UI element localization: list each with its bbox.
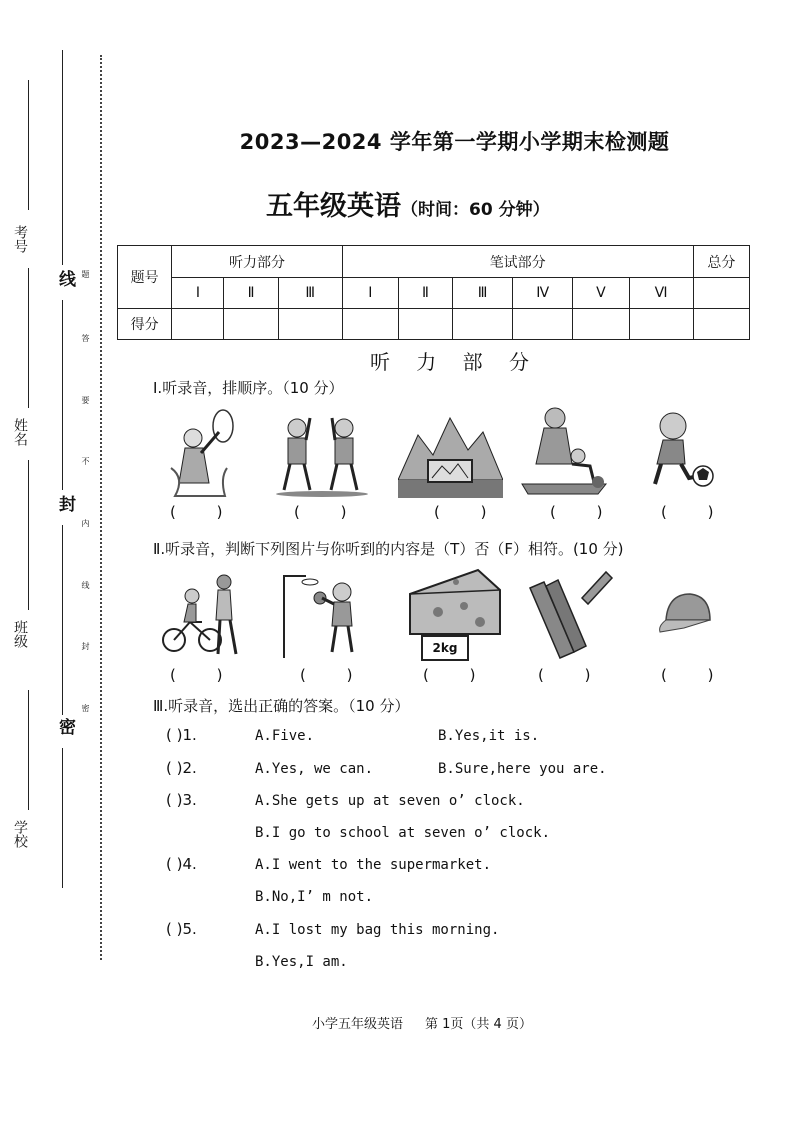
q3-option-b: B.Sure,here you are. bbox=[438, 761, 607, 777]
score-cell[interactable] bbox=[224, 309, 278, 340]
q3-option-a: A.She gets up at seven o’ clock. bbox=[255, 793, 525, 809]
score-cell[interactable] bbox=[278, 309, 342, 340]
q3-item-number[interactable]: ( )4. bbox=[166, 855, 197, 873]
col-writing-4: Ⅳ bbox=[513, 278, 573, 309]
col-writing-6: Ⅵ bbox=[629, 278, 693, 309]
col-listening-3: Ⅲ bbox=[278, 278, 342, 309]
class-label: 班级 bbox=[12, 620, 28, 648]
q1-answer-blank[interactable]: ( ) bbox=[434, 503, 505, 521]
seal-word-xian: 线 bbox=[55, 270, 75, 287]
notice-char: 封 bbox=[81, 642, 90, 650]
col-writing-2: Ⅱ bbox=[398, 278, 452, 309]
notice-char: 内 bbox=[81, 519, 90, 527]
notice-char: 线 bbox=[81, 581, 90, 589]
q3-option-a: A.Yes, we can. bbox=[255, 761, 374, 777]
q2-answer-blank[interactable]: ( ) bbox=[661, 666, 732, 684]
q3-heading: Ⅲ.听录音，选出正确的答案。（10 分） bbox=[153, 697, 410, 715]
exam-number-label: 考号 bbox=[12, 225, 28, 253]
binding-dotted-line bbox=[100, 55, 102, 960]
notice-char: 密 bbox=[81, 704, 90, 712]
subject-title bbox=[266, 184, 550, 223]
score-cell[interactable] bbox=[398, 309, 452, 340]
row-label-question: 题号 bbox=[118, 246, 172, 309]
q2-answer-blank[interactable]: ( ) bbox=[300, 666, 371, 684]
picture-mother-and-child bbox=[520, 404, 610, 496]
total-cell-top bbox=[693, 278, 749, 309]
score-cell[interactable] bbox=[172, 309, 224, 340]
school-label: 学校 bbox=[12, 820, 28, 848]
q2-answer-blank[interactable]: ( ) bbox=[538, 666, 609, 684]
total-header: 总分 bbox=[693, 246, 749, 278]
score-table bbox=[117, 245, 750, 340]
q3-option-b: B.Yes,it is. bbox=[438, 728, 540, 744]
picture-mountains bbox=[398, 410, 503, 498]
col-writing-1: Ⅰ bbox=[342, 278, 398, 309]
picture-cycling bbox=[160, 570, 255, 660]
exam-title: 2023—2024 学年第一学期小学期末检测题 bbox=[239, 130, 670, 154]
q2-heading: Ⅱ.听录音，判断下列图片与你听到的内容是（T）否（F）相符。(10 分) bbox=[153, 540, 624, 558]
page-footer bbox=[312, 1013, 554, 1032]
name-label: 姓名 bbox=[12, 418, 28, 446]
seal-word-mi: 密 bbox=[55, 718, 75, 735]
q2-answer-blank[interactable]: ( ) bbox=[170, 666, 241, 684]
picture-cap bbox=[656, 588, 716, 638]
q3-item-number[interactable]: ( )5. bbox=[166, 920, 197, 938]
footer-subject: 小学五年级英语 bbox=[312, 1017, 404, 1032]
q1-answer-blank[interactable]: ( ) bbox=[294, 503, 365, 521]
score-cell[interactable] bbox=[453, 309, 513, 340]
footer-page-number: 第 1页（共 4 页） bbox=[425, 1017, 532, 1032]
col-listening-2: Ⅱ bbox=[224, 278, 278, 309]
q1-answer-blank[interactable]: ( ) bbox=[550, 503, 621, 521]
q1-heading: Ⅰ.听录音，排顺序。（10 分） bbox=[153, 379, 344, 397]
picture-boy-playing-football bbox=[645, 406, 715, 496]
q3-item-number[interactable]: ( )1. bbox=[166, 726, 197, 744]
q2-answer-blank[interactable]: ( ) bbox=[423, 666, 494, 684]
q1-answer-blank[interactable]: ( ) bbox=[661, 503, 732, 521]
listening-header: 听力部分 bbox=[172, 246, 342, 278]
q3-option-a: A.I lost my bag this morning. bbox=[255, 922, 500, 938]
picture-basketball bbox=[276, 568, 366, 660]
q3-option-a: A.Five. bbox=[255, 728, 315, 744]
col-writing-5: Ⅴ bbox=[573, 278, 629, 309]
picture-cheese bbox=[408, 566, 503, 638]
notice-char: 答 bbox=[81, 334, 90, 342]
score-cell[interactable] bbox=[513, 309, 573, 340]
row-label-score: 得分 bbox=[118, 309, 172, 340]
score-cell[interactable] bbox=[342, 309, 398, 340]
q3-option-a: A.I went to the supermarket. bbox=[255, 857, 492, 873]
picture-child-waving bbox=[165, 408, 235, 498]
seal-word-feng: 封 bbox=[55, 495, 75, 512]
picture-crayons bbox=[522, 568, 614, 660]
q1-answer-blank[interactable]: ( ) bbox=[170, 503, 241, 521]
notice-char: 要 bbox=[81, 396, 90, 404]
col-listening-1: Ⅰ bbox=[172, 278, 224, 309]
q3-option-b: B.I go to school at seven o’ clock. bbox=[255, 825, 551, 841]
total-score-cell[interactable] bbox=[693, 309, 749, 340]
col-writing-3: Ⅲ bbox=[453, 278, 513, 309]
q3-option-b: B.No,I’ m not. bbox=[255, 889, 374, 905]
weight-label: 2kg bbox=[421, 635, 469, 661]
subject-name: 五年级英语 bbox=[266, 191, 401, 222]
score-cell[interactable] bbox=[573, 309, 629, 340]
score-cell[interactable] bbox=[629, 309, 693, 340]
q3-option-b: B.Yes,I am. bbox=[255, 954, 348, 970]
q3-item-number[interactable]: ( )2. bbox=[166, 759, 197, 777]
exam-duration: （时间：60 分钟） bbox=[401, 200, 550, 220]
writing-header: 笔试部分 bbox=[342, 246, 693, 278]
listening-section-title: 听 力 部 分 bbox=[369, 350, 540, 374]
notice-char: 不 bbox=[81, 457, 90, 465]
q3-item-number[interactable]: ( )3. bbox=[166, 791, 197, 809]
notice-char: 题 bbox=[81, 270, 90, 278]
picture-kids-exercising bbox=[272, 410, 372, 498]
